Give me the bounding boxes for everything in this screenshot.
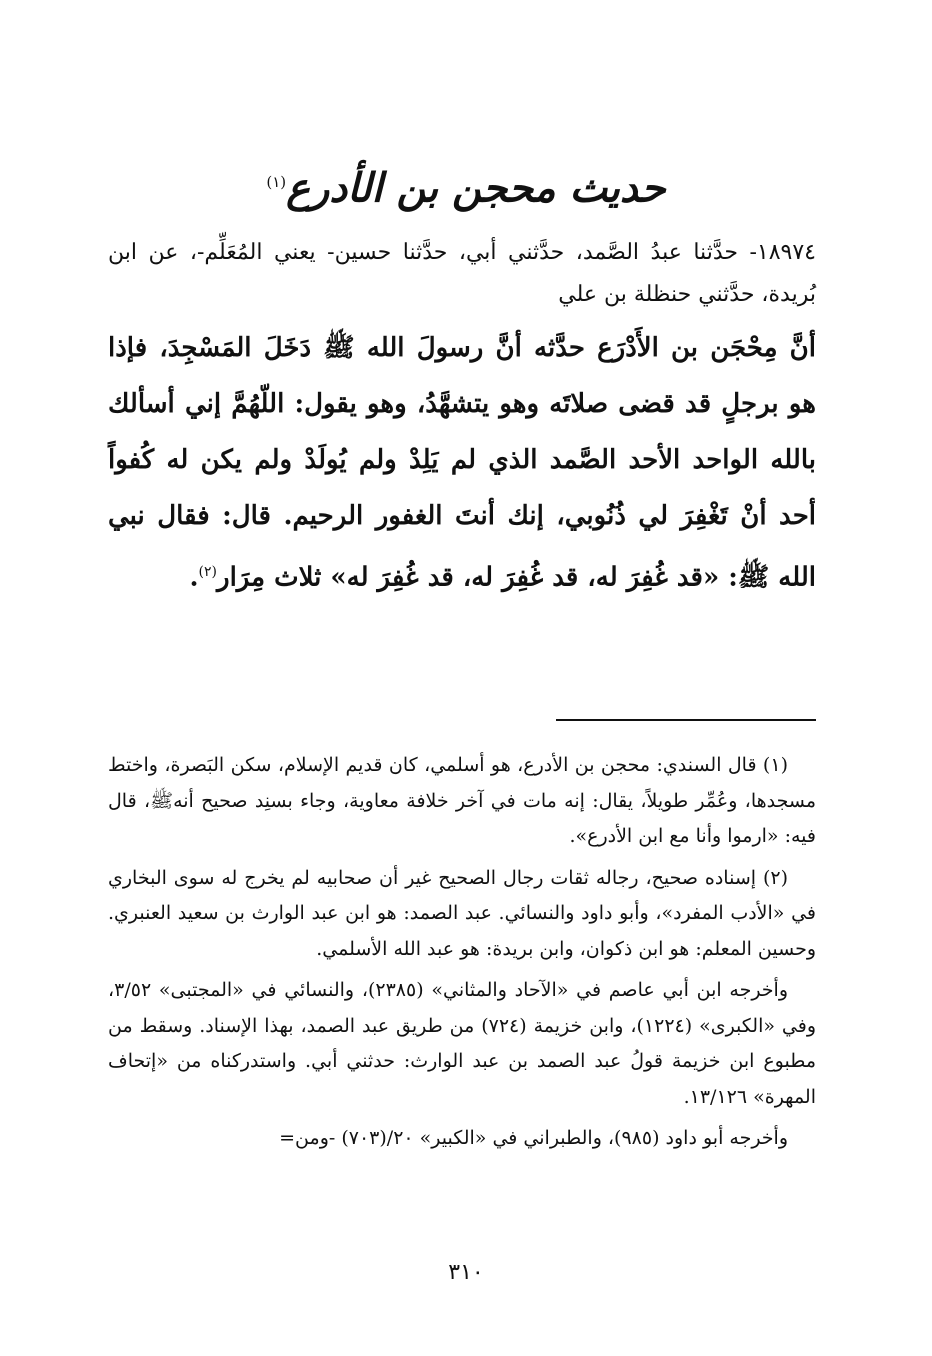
footnote-separator [556, 719, 816, 721]
hadith-matn: أنَّ مِحْجَن بن الأَدْرَع حدَّثه أنَّ رسولَ الله ﷺ دَخَلَ المَسْجِدَ، فإذا هو برجلٍ قد قضى صلاتَه وهو يتشهَّدُ، وهو يقول: اللّهُمَّ إني أسألك بالله الواحد الأحد الصَّمد الذي لم يَلِدْ ولم يُولَدْ ولم يكن له كُفواً أحد أنْ تَغْفِرَ لي ذُنُوبي، إنك أنتَ الغفور الرحيم. قال: فقال نبي الله ﷺ: «قد غُفِرَ له، قد غُفِرَ له، قد غُفِرَ له» ثلاث مِرَار [108, 333, 816, 593]
hadith-number: ١٨٩٧٤ [756, 240, 816, 265]
footnote-2-paragraph-2: وأخرجه ابن أبي عاصم في «الآحاد والمثاني» (٢٣٨٥)، والنسائي في «المجتبى» ٣/٥٢، وفي «الكبرى» (١٢٢٤)، وابن خزيمة (٧٢٤) من طريق عبد الصمد، بهذا الإسناد. وسقط من مطبوع ابن خزيمة قولُ عبد الصمد بن عبد الوارث: حدثني أبي. واستدركناه من «إتحاف المهرة» ١٣/١٢٦. [108, 979, 816, 1108]
footnote-2-paragraph-3: وأخرجه أبو داود (٩٨٥)، والطبراني في «الكبير» ٢٠/(٧٠٣) -ومن= [279, 1127, 788, 1149]
matn-end: . [189, 562, 199, 593]
hadith-matn-block [108, 320, 816, 606]
footnotes-section [108, 748, 816, 1163]
footnote-2-paragraph-1: (٢) إسناده صحيح، رجاله ثقات رجال الصحيح غير أن صحابيه لم يخرج له سوى البخاري في «الأدب المفرد»، وأبو داود والنسائي. عبد الصمد: هو ابن عبد الوارث بن سعيد العنبري. وحسين المعلم: هو ابن ذكوان، وابن بريدة: هو عبد الله الأسلمي. [108, 866, 816, 960]
hadith-isnad: - حدَّثنا عبدُ الصَّمد، حدَّثني أبي، حدَّثنا حسين- يعني المُعَلِّم-، عن ابن بُريدة، حدَّثني حنظلة بن علي [108, 240, 816, 307]
matn-footnote-ref: (٢) [198, 564, 218, 580]
hadith-isnad-block [108, 232, 816, 316]
chapter-heading [0, 152, 932, 218]
page-number: ٣١٠ [448, 1260, 484, 1285]
chapter-title: حديث محجن بن الأدرع [286, 164, 666, 212]
heading-footnote-ref: (١) [266, 173, 287, 191]
footnote-1: (١) قال السندي: محجن بن الأدرع، هو أسلمي، كان قديم الإسلام، سكن البَصرة، واختط مسجدها، وعُمِّر طويلاً، يقال: إنه مات في آخر خلافة معاوية، وجاء بسنِد صحيح أنهﷺ، قال فيه: «ارموا وأنا مع ابن الأدرع». [108, 754, 816, 847]
